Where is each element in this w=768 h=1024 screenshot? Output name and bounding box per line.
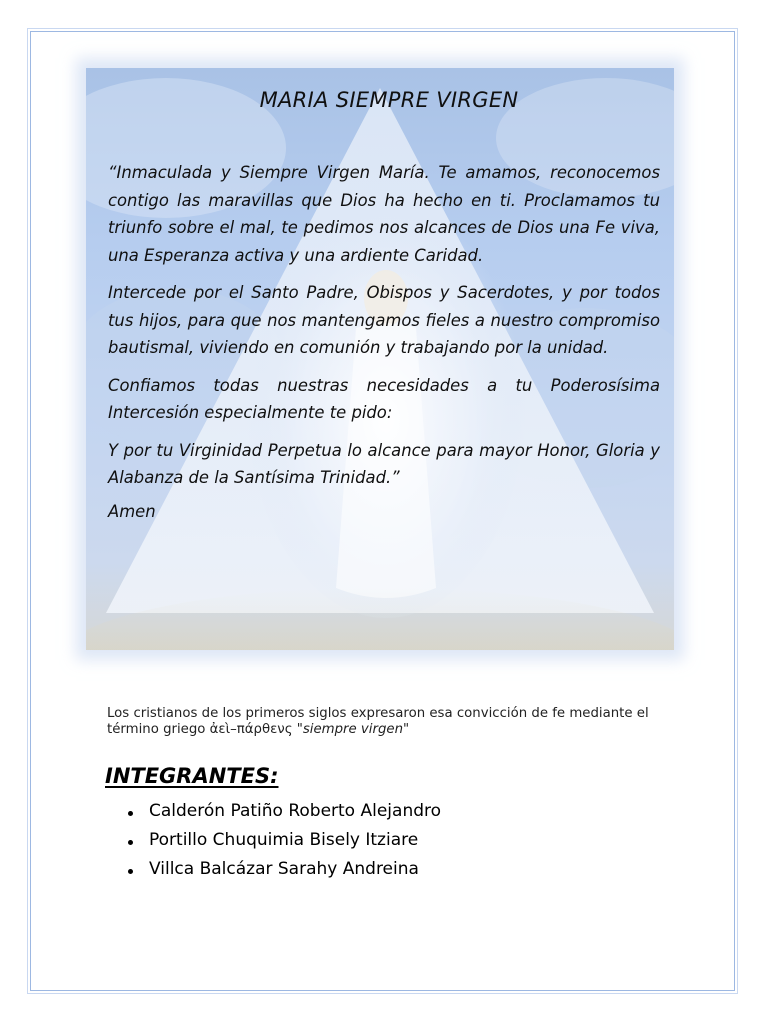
prayer-card xyxy=(86,68,674,650)
bullet-icon xyxy=(128,869,133,874)
member-name: Villca Balcázar Sarahy Andreina xyxy=(149,859,419,879)
note-text: Los cristianos de los primeros siglos expresaron esa convicción de fe mediante el término griego ἀεὶ–πάρθενς " xyxy=(107,706,649,738)
list-item xyxy=(128,797,441,826)
note-italic-term: siempre virgen xyxy=(302,722,404,738)
note-text-end: " xyxy=(403,722,410,738)
member-name: Calderón Patiño Roberto Alejandro xyxy=(149,801,442,821)
member-name: Portillo Chuquimia Bisely Itziare xyxy=(149,830,419,850)
bullet-icon xyxy=(128,811,133,816)
prayer-paragraph-4: Y por tu Virginidad Perpetua lo alcance para mayor Honor, Gloria y Alabanza de la Santísima Trinidad.” xyxy=(108,440,660,487)
prayer-text xyxy=(108,88,660,521)
members-heading: INTEGRANTES: xyxy=(105,764,279,788)
bullet-icon xyxy=(128,840,133,845)
prayer-paragraph-1: “Inmaculada y Siempre Virgen María. Te amamos, reconocemos contigo las maravillas que Dios ha hecho en ti. Proclamamos tu triunfo sobre el mal, te pedimos nos alcances de Dios una Fe viva, una Esperanza activa y una ardiente Caridad. xyxy=(108,163,660,265)
list-item xyxy=(128,855,441,884)
prayer-paragraph-2: Intercede por el Santo Padre, Obispos y Sacerdotes, y por todos tus hijos, para que nos mantengamos fieles a nuestro compromiso bautismal, viviendo en comunión y trabajando por la unidad. xyxy=(108,283,660,357)
list-item xyxy=(128,826,441,855)
members-list xyxy=(128,797,441,884)
historical-note xyxy=(107,706,667,738)
prayer-title: MARIA SIEMPRE VIRGEN xyxy=(259,88,519,112)
prayer-closing: Amen xyxy=(108,501,156,521)
prayer-paragraph-3: Confiamos todas nuestras necesidades a tu Poderosísima Intercesión especialmente te pido: xyxy=(108,375,660,422)
